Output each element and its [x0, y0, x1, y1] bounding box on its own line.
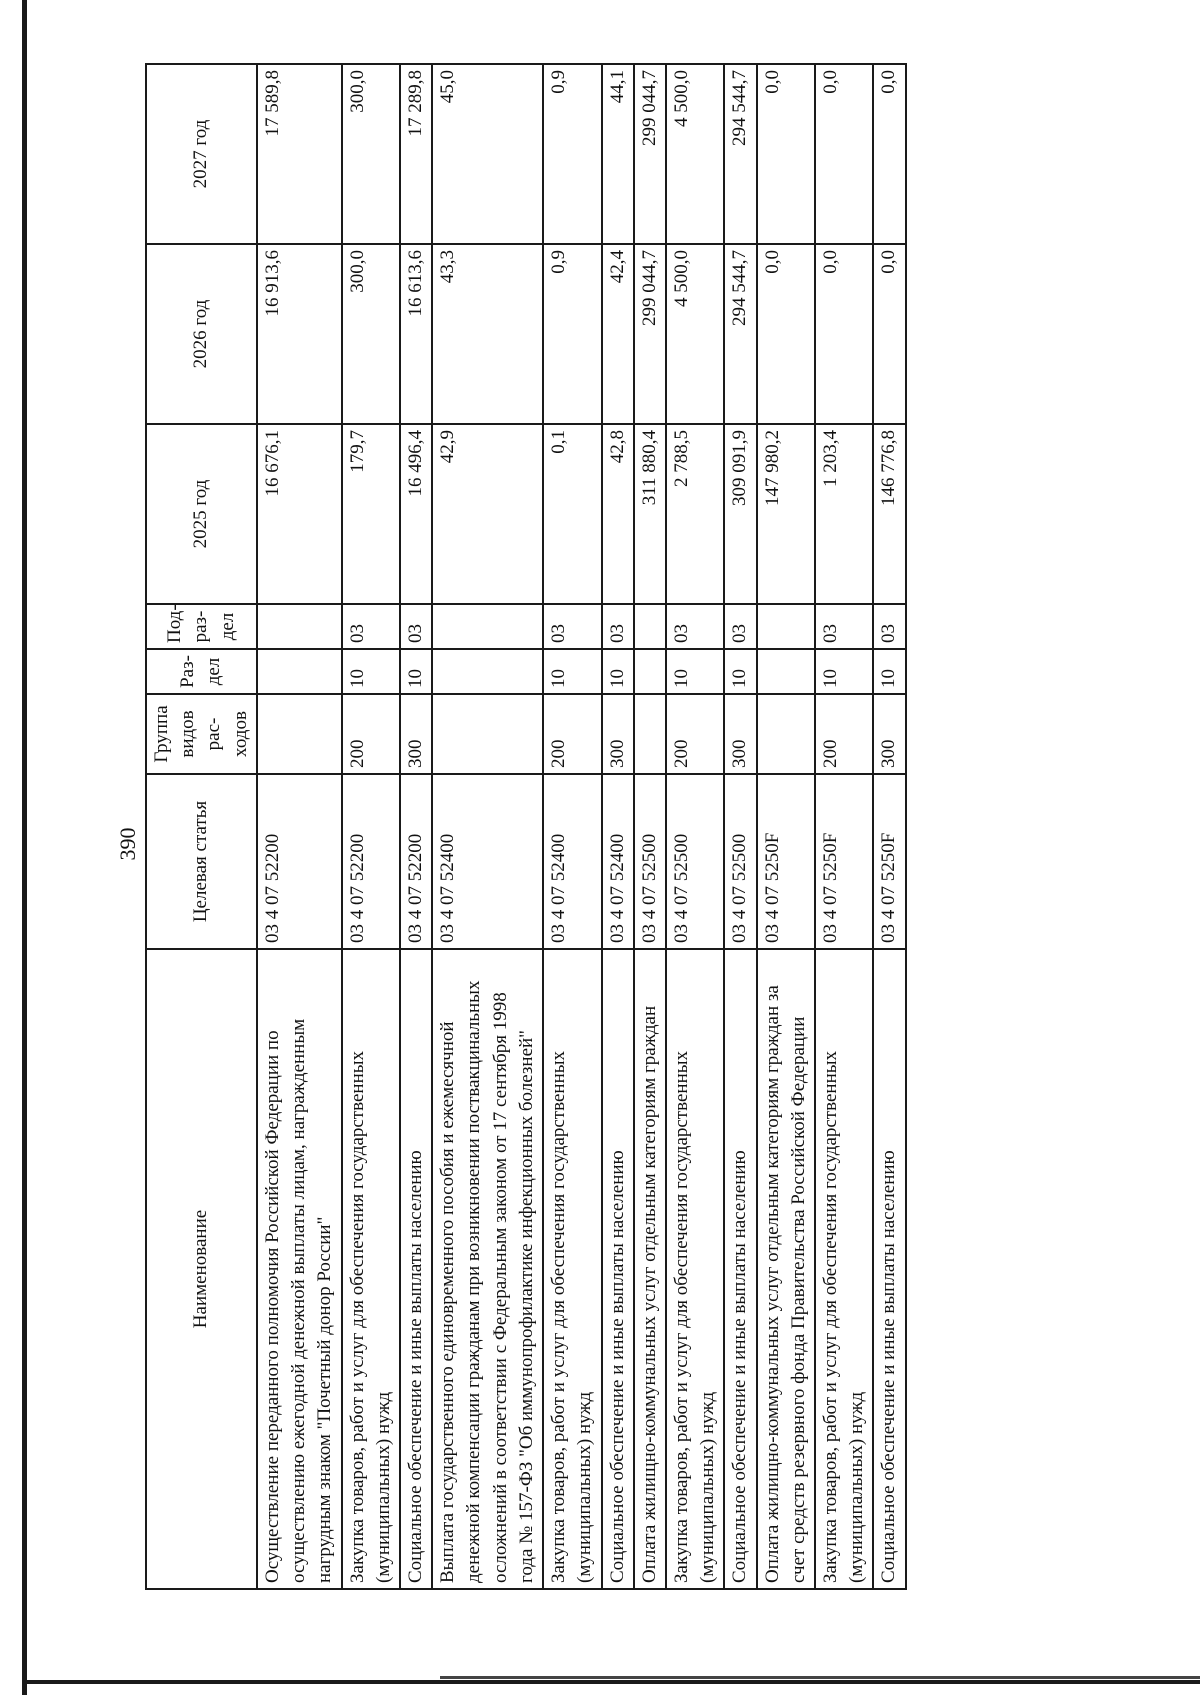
cell-name: Оплата жилищно-коммунальных услуг отдельным категориям граждан за счет средств резервного фонда Правительства Российской Федерации: [757, 949, 815, 1589]
cell-2027: 0,0: [815, 64, 873, 244]
cell-name: Социальное обеспечение и иные выплаты населению: [602, 949, 634, 1589]
budget-table-wrapper: [145, 65, 1200, 1590]
cell-2026: 42,4: [602, 244, 634, 424]
scan-bottom-rule: [22, 1680, 1200, 1684]
cell-2025: 42,8: [602, 424, 634, 604]
cell-2026: 300,0: [342, 244, 400, 424]
table-body: [257, 64, 906, 1589]
cell-group: 300: [400, 694, 432, 774]
budget-table: [145, 63, 907, 1590]
cell-code: 03 4 07 52400: [543, 774, 601, 949]
cell-name: Закупка товаров, работ и услуг для обеспечения государственных (муниципальных) нужд: [666, 949, 724, 1589]
cell-2026: 294 544,7: [724, 244, 756, 424]
cell-group: 200: [543, 694, 601, 774]
cell-2026: 299 044,7: [634, 244, 666, 424]
page-edge-rule: [22, 0, 27, 1695]
cell-name: Оплата жилищно-коммунальных услуг отдельным категориям граждан: [634, 949, 666, 1589]
table-row: [724, 64, 756, 1589]
cell-2025: 179,7: [342, 424, 400, 604]
cell-code: 03 4 07 52400: [602, 774, 634, 949]
cell-group: 300: [873, 694, 905, 774]
table-row: [815, 64, 873, 1589]
cell-subsection: 03: [873, 604, 905, 649]
cell-2026: 0,0: [815, 244, 873, 424]
header-2025: 2025 год: [146, 424, 257, 604]
cell-2027: 4 500,0: [666, 64, 724, 244]
cell-2026: 43,3: [432, 244, 543, 424]
cell-code: 03 4 07 52200: [342, 774, 400, 949]
cell-code: 03 4 07 52500: [634, 774, 666, 949]
cell-group: [257, 694, 342, 774]
cell-2026: 16 613,6: [400, 244, 432, 424]
cell-2027: 0,0: [757, 64, 815, 244]
cell-section: 10: [666, 649, 724, 694]
cell-subsection: [432, 604, 543, 649]
cell-subsection: 03: [724, 604, 756, 649]
scan-bottom-rule-secondary: [440, 1676, 1200, 1679]
cell-section: 10: [543, 649, 601, 694]
table-row: [432, 64, 543, 1589]
table-row: [342, 64, 400, 1589]
header-2027: 2027 год: [146, 64, 257, 244]
cell-2027: 44,1: [602, 64, 634, 244]
cell-code: 03 4 07 52500: [724, 774, 756, 949]
cell-code: 03 4 07 5250F: [873, 774, 905, 949]
cell-code: 03 4 07 52200: [257, 774, 342, 949]
cell-code: 03 4 07 5250F: [757, 774, 815, 949]
cell-group: [634, 694, 666, 774]
cell-subsection: [257, 604, 342, 649]
cell-section: [257, 649, 342, 694]
cell-2027: 294 544,7: [724, 64, 756, 244]
table-row: [257, 64, 342, 1589]
cell-2025: 16 676,1: [257, 424, 342, 604]
cell-subsection: 03: [400, 604, 432, 649]
header-code: Целевая статья: [146, 774, 257, 949]
table-header-row: [146, 64, 257, 1589]
cell-2026: 0,0: [757, 244, 815, 424]
cell-2027: 45,0: [432, 64, 543, 244]
header-2026: 2026 год: [146, 244, 257, 424]
cell-2027: 0,0: [873, 64, 905, 244]
cell-2026: 4 500,0: [666, 244, 724, 424]
cell-section: [757, 649, 815, 694]
table-row: [400, 64, 432, 1589]
table-row: [543, 64, 601, 1589]
cell-subsection: [634, 604, 666, 649]
cell-2027: 17 589,8: [257, 64, 342, 244]
table-row: [873, 64, 905, 1589]
cell-code: 03 4 07 52200: [400, 774, 432, 949]
cell-name: Осуществление переданного полномочия Российской Федерации по осуществлению ежегодной денежной выплаты лицам, награжденным нагрудным знаком "Почетный донор России": [257, 949, 342, 1589]
cell-group: [432, 694, 543, 774]
cell-group: 200: [342, 694, 400, 774]
cell-code: 03 4 07 52400: [432, 774, 543, 949]
cell-subsection: 03: [602, 604, 634, 649]
header-name: Наименование: [146, 949, 257, 1589]
cell-section: [432, 649, 543, 694]
table-row: [602, 64, 634, 1589]
header-subsection: Под-раз-дел: [146, 604, 257, 649]
cell-2025: 2 788,5: [666, 424, 724, 604]
cell-name: Социальное обеспечение и иные выплаты населению: [724, 949, 756, 1589]
cell-subsection: 03: [666, 604, 724, 649]
cell-2026: 0,9: [543, 244, 601, 424]
cell-name: Социальное обеспечение и иные выплаты населению: [873, 949, 905, 1589]
cell-2025: 16 496,4: [400, 424, 432, 604]
cell-group: 200: [666, 694, 724, 774]
cell-2025: 0,1: [543, 424, 601, 604]
cell-section: 10: [400, 649, 432, 694]
cell-name: Социальное обеспечение и иные выплаты населению: [400, 949, 432, 1589]
cell-group: 200: [815, 694, 873, 774]
cell-group: [757, 694, 815, 774]
cell-2025: 309 091,9: [724, 424, 756, 604]
cell-section: 10: [815, 649, 873, 694]
cell-2025: 311 880,4: [634, 424, 666, 604]
cell-2026: 16 913,6: [257, 244, 342, 424]
cell-subsection: 03: [342, 604, 400, 649]
cell-section: 10: [602, 649, 634, 694]
cell-2025: 146 776,8: [873, 424, 905, 604]
cell-code: 03 4 07 5250F: [815, 774, 873, 949]
table-row: [666, 64, 724, 1589]
cell-name: Закупка товаров, работ и услуг для обеспечения государственных (муниципальных) нужд: [815, 949, 873, 1589]
cell-name: Закупка товаров, работ и услуг для обеспечения государственных (муниципальных) нужд: [543, 949, 601, 1589]
cell-section: [634, 649, 666, 694]
cell-2027: 17 289,8: [400, 64, 432, 244]
cell-2027: 0,9: [543, 64, 601, 244]
cell-2025: 147 980,2: [757, 424, 815, 604]
table-row: [634, 64, 666, 1589]
cell-2026: 0,0: [873, 244, 905, 424]
cell-2025: 42,9: [432, 424, 543, 604]
cell-section: 10: [873, 649, 905, 694]
cell-2027: 300,0: [342, 64, 400, 244]
table-row: [757, 64, 815, 1589]
cell-subsection: [757, 604, 815, 649]
cell-section: 10: [342, 649, 400, 694]
cell-2025: 1 203,4: [815, 424, 873, 604]
cell-subsection: 03: [815, 604, 873, 649]
cell-subsection: 03: [543, 604, 601, 649]
page-number: 390: [115, 827, 140, 861]
cell-group: 300: [724, 694, 756, 774]
cell-name: Выплата государственного единовременного пособия и ежемесячной денежной компенсации гражданам при возникновении поствакцинальных осложнений в соответствии с Федеральным законом от 17 сентября 1998 года № 157-ФЗ "Об иммунопрофилактике инфекционных болезней": [432, 949, 543, 1589]
header-section: Раз-дел: [146, 649, 257, 694]
cell-section: 10: [724, 649, 756, 694]
header-group: Группа видов рас-ходов: [146, 694, 257, 774]
cell-2027: 299 044,7: [634, 64, 666, 244]
cell-code: 03 4 07 52500: [666, 774, 724, 949]
cell-name: Закупка товаров, работ и услуг для обеспечения государственных (муниципальных) нужд: [342, 949, 400, 1589]
cell-group: 300: [602, 694, 634, 774]
